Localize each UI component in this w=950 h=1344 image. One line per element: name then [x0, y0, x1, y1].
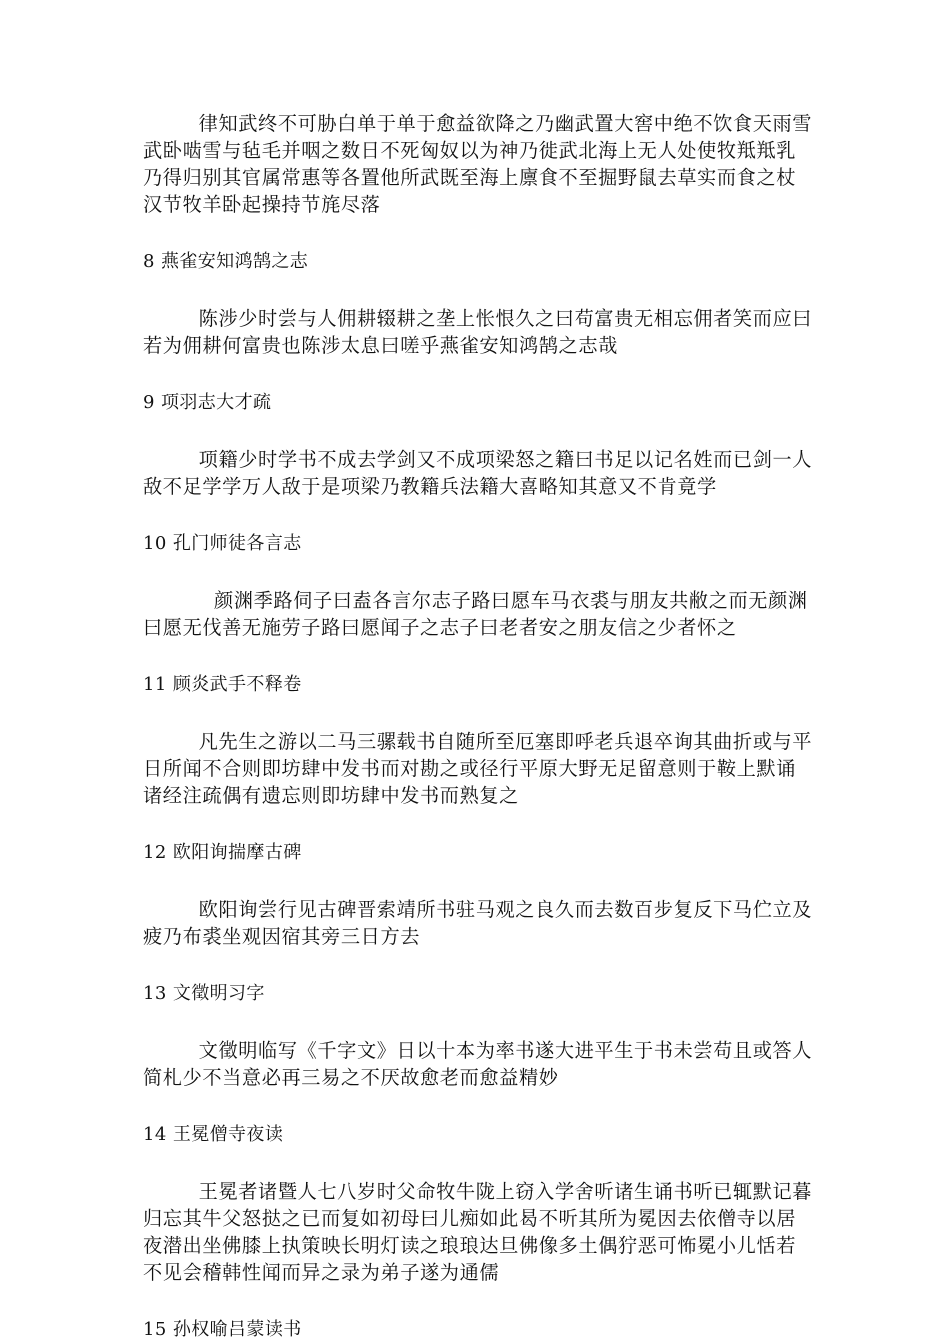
spacer: [143, 218, 815, 249]
spacer: [143, 641, 815, 672]
story-7-text: 律知武终不可胁白单于单于愈益欲降之乃幽武置大窖中绝不饮食天雨雪武卧啮雪与毡毛并咽之数日不死匈奴以为神乃徙武北海上无人处使牧羝羝乳乃得归别其官属常惠等各置他所武既至海上廪食不至掘野鼠去草实而食之杖汉节牧羊卧起操持节旄尽落: [143, 112, 813, 216]
spacer: [143, 557, 815, 587]
spacer: [143, 500, 815, 531]
spacer: [143, 1091, 815, 1122]
story-9-text: 项籍少时学书不成去学剑又不成项梁怒之籍曰书足以记名姓而已剑一人敌不足学学万人敌于是项梁乃教籍兵法籍大喜略知其意又不肯竟学: [143, 448, 813, 498]
spacer: [143, 698, 815, 728]
story-10-heading: 10 孔门师徒各言志: [143, 533, 302, 554]
story-10-text: 颜渊季路伺子曰盍各言尔志子路曰愿车马衣裘与朋友共敝之而无颜渊曰愿无伐善无施劳子路曰愿闻子之志子曰老者安之朋友信之少者怀之: [143, 589, 808, 639]
story-8-text: 陈涉少时尝与人佣耕辍耕之垄上怅恨久之曰苟富贵无相忘佣者笑而应曰若为佣耕何富贵也陈涉太息曰嗟乎燕雀安知鸿鹄之志哉: [143, 307, 813, 357]
spacer: [143, 866, 815, 896]
spacer: [143, 359, 815, 390]
spacer: [143, 1148, 815, 1178]
document-page: [143, 110, 815, 1343]
story-12-text: 欧阳询尝行见古碑晋索靖所书驻马观之良久而去数百步复反下马伫立及疲乃布裘坐观因宿其旁三日方去: [143, 898, 813, 948]
spacer: [143, 1286, 815, 1317]
spacer: [143, 809, 815, 840]
spacer: [143, 275, 815, 305]
spacer: [143, 950, 815, 981]
spacer: [143, 416, 815, 446]
story-12-heading: 12 欧阳询揣摩古碑: [143, 842, 302, 863]
story-14-text: 王冕者诸暨人七八岁时父命牧牛陇上窃入学舍听诸生诵书听已辄默记暮归忘其牛父怒挞之已而复如初母曰儿痴如此曷不听其所为冕因去依僧寺以居夜潜出坐佛膝上执策映长明灯读之琅琅达旦佛像多土偶狞恶可怖冕小儿恬若不见会稽韩性闻而异之录为弟子遂为通儒: [143, 1180, 813, 1284]
story-13-text: 文徵明临写《千字文》日以十本为率书遂大进平生于书未尝苟且或答人简札少不当意必再三易之不厌故愈老而愈益精妙: [143, 1039, 813, 1089]
story-9-heading: 9 项羽志大才疏: [143, 392, 272, 413]
story-13-heading: 13 文徵明习字: [143, 983, 265, 1004]
story-15-heading: 15 孙权喻吕蒙读书: [143, 1319, 302, 1340]
story-14-heading: 14 王冕僧寺夜读: [143, 1124, 284, 1145]
story-8-heading: 8 燕雀安知鸿鹄之志: [143, 251, 309, 272]
spacer: [143, 1007, 815, 1037]
story-11-text: 凡先生之游以二马三骡载书自随所至厄塞即呼老兵退卒询其曲折或与平日所闻不合则即坊肆中发书而对勘之或径行平原大野无足留意则于鞍上默诵诸经注疏偶有遗忘则即坊肆中发书而熟复之: [143, 730, 813, 807]
story-11-heading: 11 顾炎武手不释卷: [143, 674, 302, 695]
